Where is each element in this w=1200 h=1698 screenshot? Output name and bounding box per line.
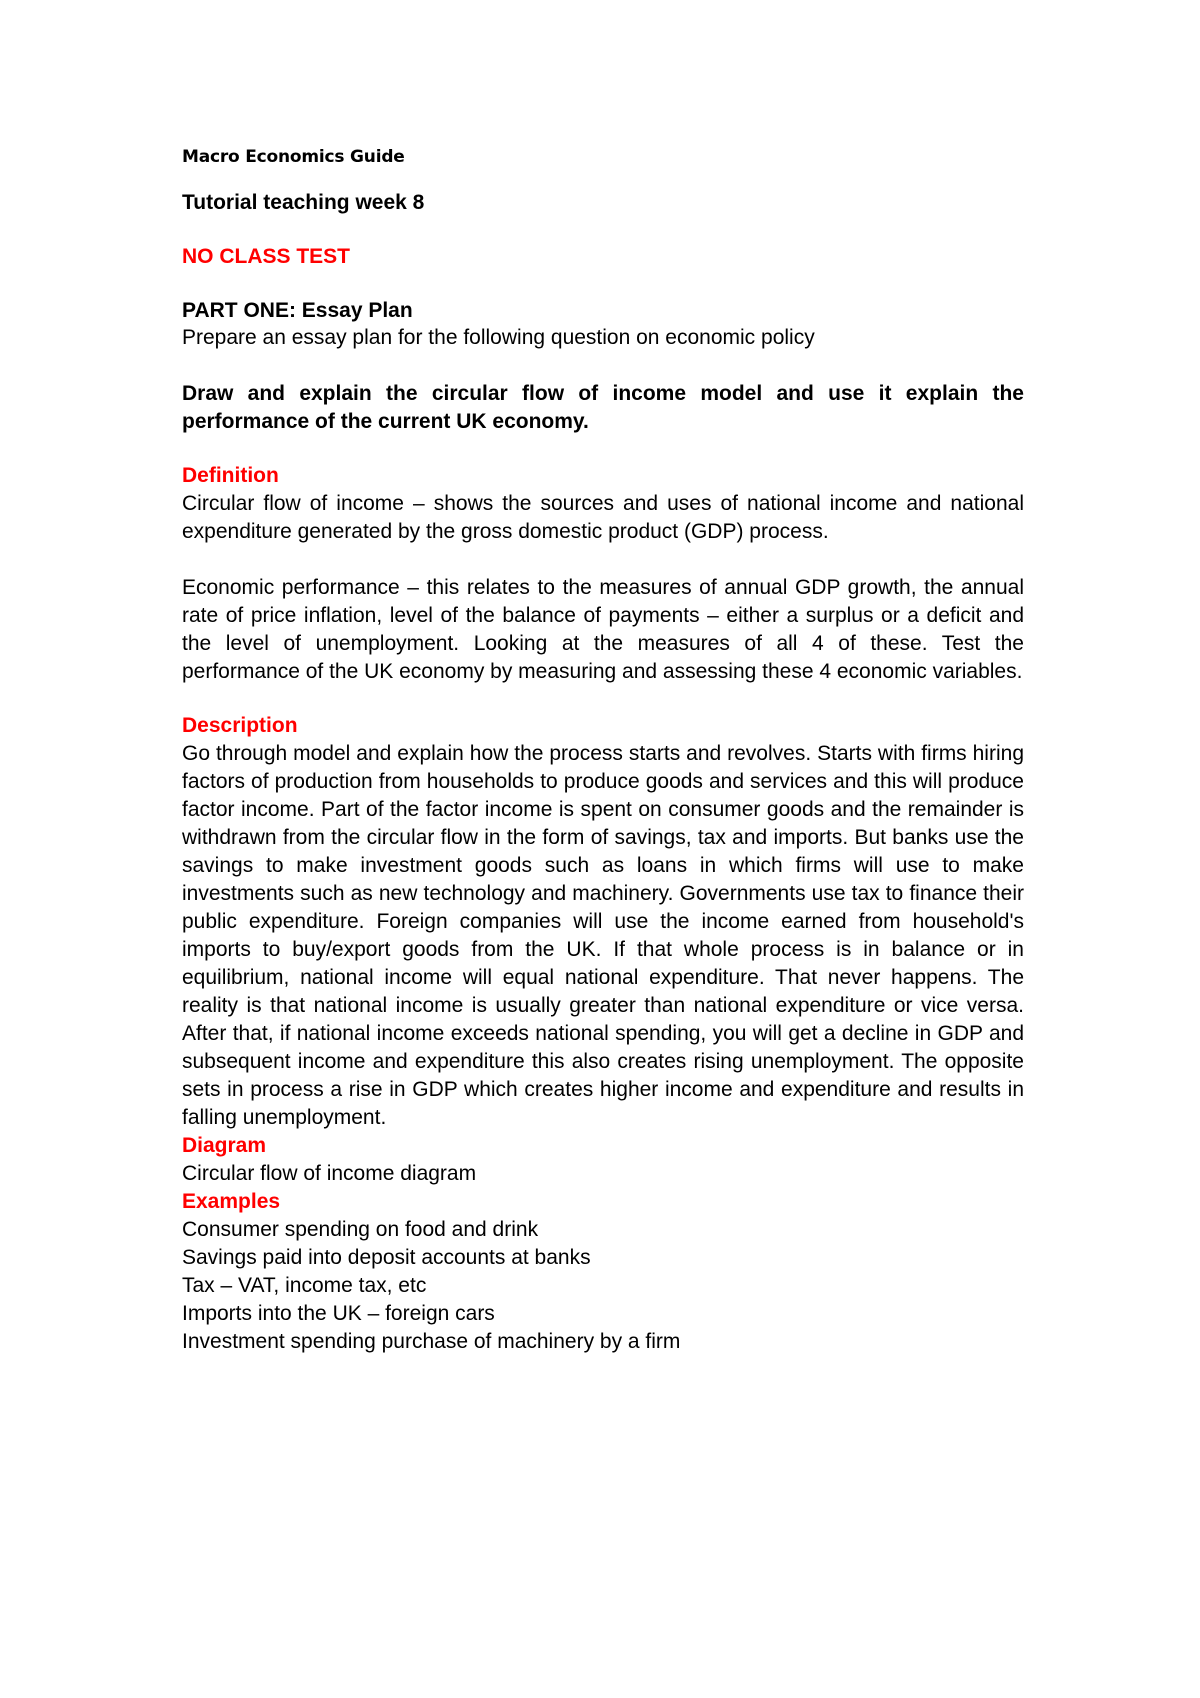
definition-paragraph: Economic performance – this relates to the measures of annual GDP growth, the annual rate of price inflation, level of the balance of payments – either a surplus or a deficit and the level of unemployment. Looking at the measures of all 4 of these. Test the performance of the UK economy by measuring and assessing these 4 economic variables. — [182, 576, 1024, 683]
diagram-text: Circular flow of income diagram — [182, 1162, 477, 1185]
list-item: Tax – VAT, income tax, etc — [182, 1274, 427, 1297]
examples-list — [182, 1216, 1024, 1356]
list-item: Imports into the UK – foreign cars — [182, 1302, 495, 1325]
definition-heading: Definition — [182, 464, 279, 487]
diagram-heading: Diagram — [182, 1134, 267, 1157]
examples-heading: Examples — [182, 1190, 281, 1213]
definition-paragraph: Circular flow of income – shows the sources and uses of national income and national expenditure generated by the gross domestic product (GDP) process. — [182, 492, 1024, 543]
part-intro: Prepare an essay plan for the following question on economic policy — [182, 326, 815, 349]
essay-question: Draw and explain the circular flow of income model and use it explain the performance of the current UK economy. — [182, 382, 1024, 433]
notice-text: NO CLASS TEST — [182, 245, 351, 268]
part-title: PART ONE: Essay Plan — [182, 299, 413, 322]
list-item: Savings paid into deposit accounts at banks — [182, 1246, 591, 1269]
list-item: Investment spending purchase of machinery by a firm — [182, 1330, 681, 1353]
document-content — [182, 146, 1024, 1356]
description-heading: Description — [182, 714, 298, 737]
list-item: Consumer spending on food and drink — [182, 1218, 539, 1241]
description-paragraph: Go through model and explain how the process starts and revolves. Starts with firms hiring factors of production from households to produce goods and services and this will produce factor income. Part of the factor income is spent on consumer goods and the remainder is withdrawn from the circular flow in the form of savings, tax and imports. But banks use the savings to make investment goods such as loans in which firms will use to make investments such as new technology and machinery. Governments use tax to finance their public expenditure. Foreign companies will use the income earned from household's imports to buy/export goods from the UK. If that whole process is in balance or in equilibrium, national income will equal national expenditure. That never happens. The reality is that national income is usually greater than national expenditure or vice versa. After that, if national income exceeds national spending, you will get a decline in GDP and subsequent income and expenditure this also creates rising unemployment. The opposite sets in process a rise in GDP which creates higher income and expenditure and results in falling unemployment. — [182, 742, 1024, 1129]
document-header: Macro Economics Guide — [182, 147, 405, 167]
document-subtitle: Tutorial teaching week 8 — [182, 191, 425, 214]
